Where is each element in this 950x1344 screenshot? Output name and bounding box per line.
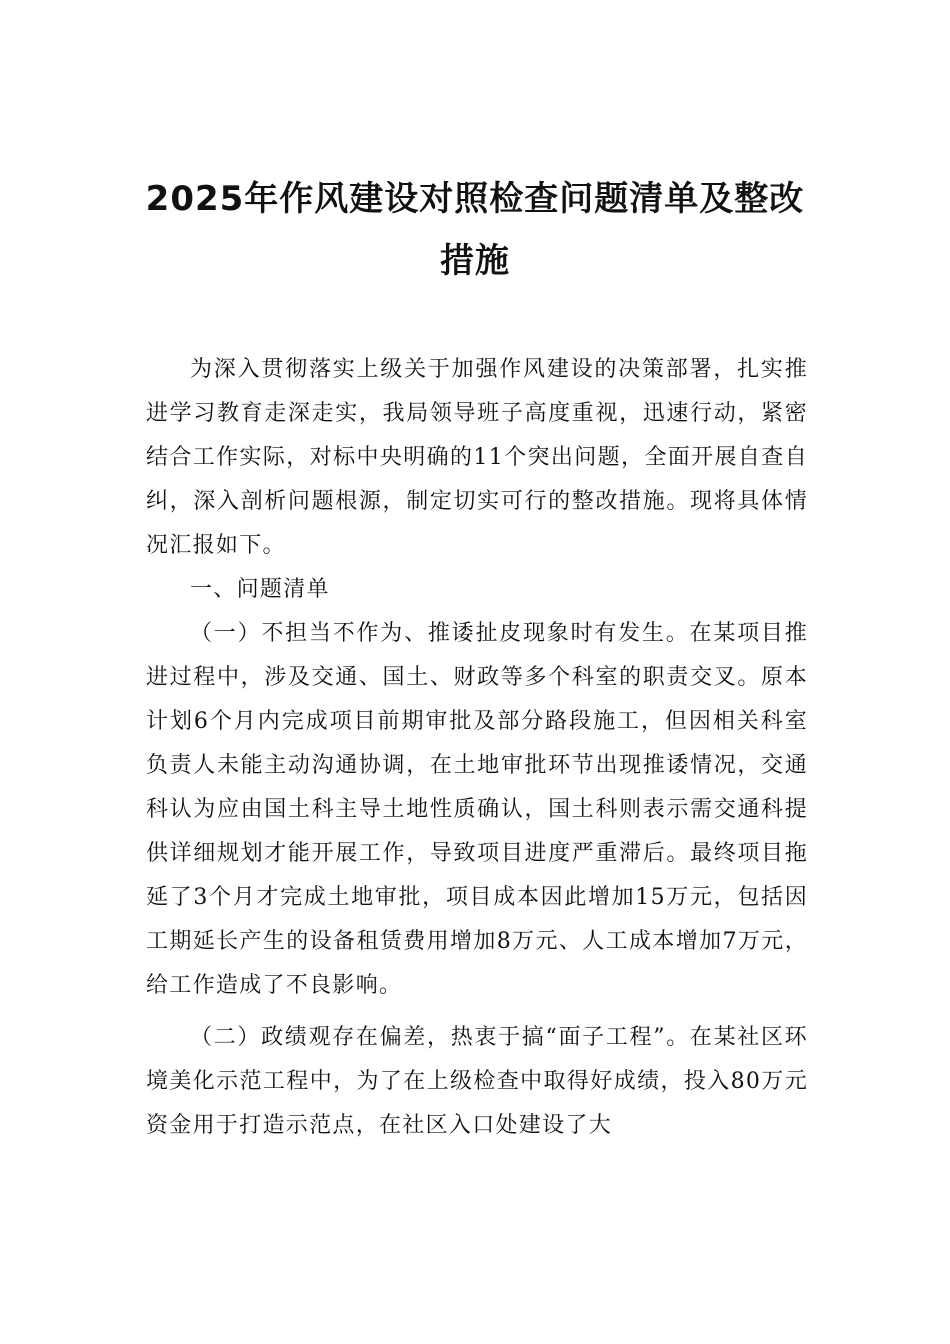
title-line-1: 2025年作风建设对照检查问题清单及整改 (145, 179, 805, 219)
intro-paragraph: 为深入贯彻落实上级关于加强作风建设的决策部署，扎实推进学习教育走深走实，我局领导班子高度重视，迅速行动，紧密结合工作实际，对标中央明确的11个突出问题，全面开展自查自纠，深入剖析问题根源，制定切实可行的整改措施。现将具体情况汇报如下。 (146, 357, 808, 558)
section-heading-problem-list: 一、问题清单 (190, 577, 330, 602)
title-line-2: 措施 (440, 241, 510, 281)
document-body (146, 348, 808, 1148)
problem-item-1: （一）不担当不作为、推诿扯皮现象时有发生。在某项目推进过程中，涉及交通、国土、财政等多个科室的职责交叉。原本计划6个月内完成项目前期审批及部分路段施工，但因相关科室负责人未能主动沟通协调，在土地审批环节出现推诿情况，交通科认为应由国土科主导土地性质确认，国土科则表示需交通科提供详细规划才能开展工作，导致项目进度严重滞后。最终项目拖延了3个月才完成土地审批，项目成本因此增加15万元，包括因工期延长产生的设备租赁费用增加8万元、人工成本增加7万元，给工作造成了不良影响。 (146, 621, 808, 998)
problem-item-2: （二）政绩观存在偏差，热衷于搞“面子工程”。在某社区环境美化示范工程中，为了在上级检查中取得好成绩，投入80万元资金用于打造示范点，在社区入口处建设了大 (146, 1025, 808, 1138)
document-title (140, 168, 810, 292)
